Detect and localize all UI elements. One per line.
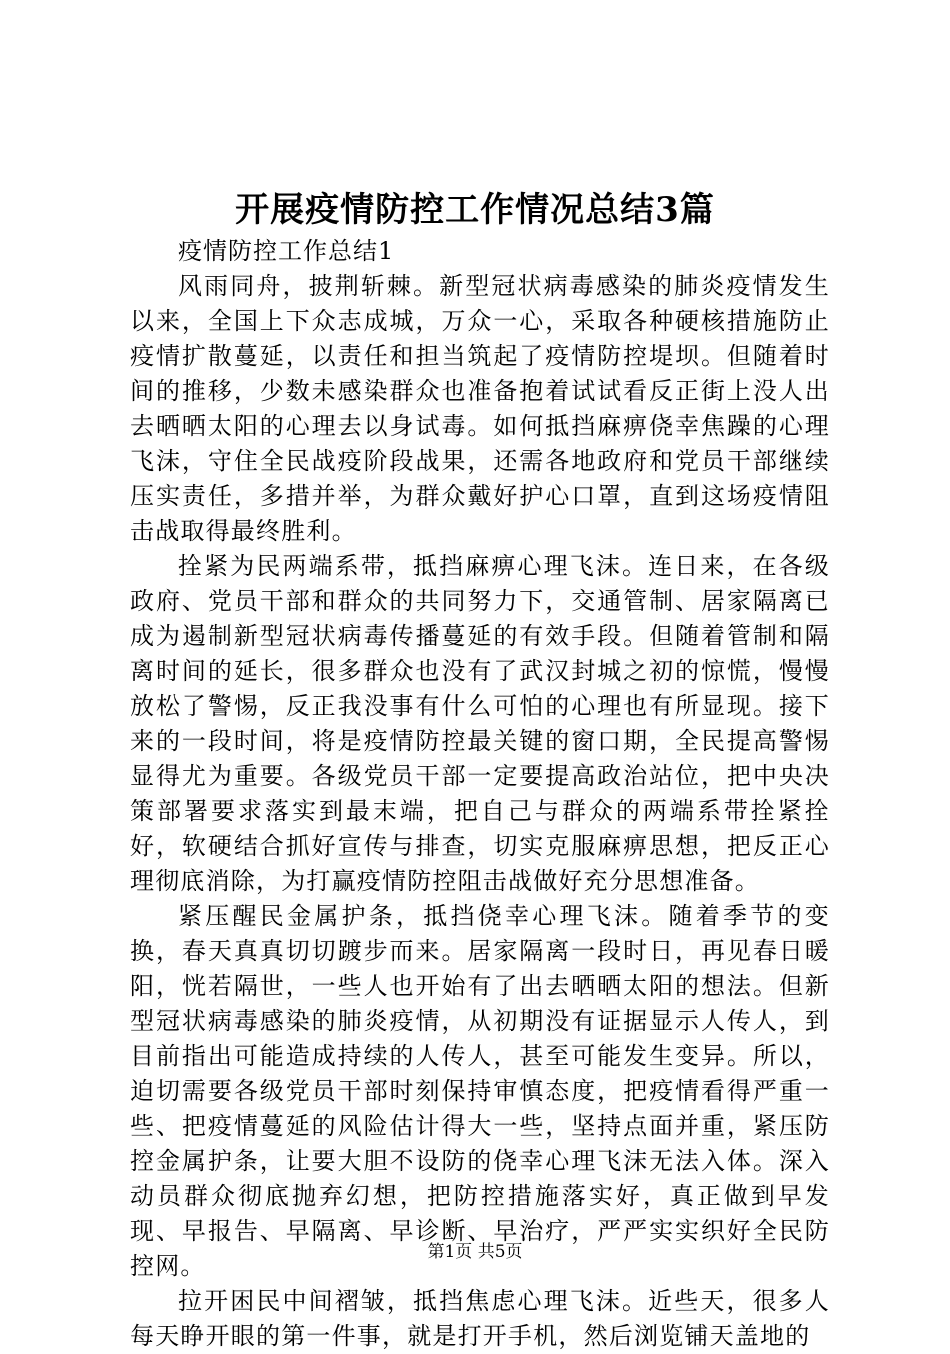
section-title: 疫情防控工作总结1	[178, 237, 395, 265]
paragraph-4: 拉开困民中间褶皱，抵挡焦虑心理飞沫。近些天，很多人每天睁开眼的第一件事，就是打开手机，然后浏览铺天盖地的	[130, 1287, 830, 1350]
document-body	[130, 234, 830, 1354]
paragraph-3: 紧压醒民金属护条，抵挡侥幸心理飞沫。随着季节的变换，春天真真切切踱步而来。居家隔离一段时日，再见春日暖阳，恍若隔世，一些人也开始有了出去晒晒太阳的想法。但新型冠状病毒感染的肺炎疫情，从初期没有证据显示人传人，到目前指出可能造成持续的人传人，甚至可能发生变异。所以，迫切需要各级党员干部时刻保持审慎态度，把疫情看得严重一些、把疫情蔓延的风险估计得大一些，坚持点面并重，紧压防控金属护条，让要大胆不设防的侥幸心理飞沫无法入体。深入动员群众彻底抛弃幻想，把防控措施落实好，真正做到早发现、早报告、早隔离、早诊断、早治疗，严严实实织好全民防控网。	[130, 902, 830, 1280]
paragraph-2: 拴紧为民两端系带，抵挡麻痹心理飞沫。连日来，在各级政府、党员干部和群众的共同努力下，交通管制、居家隔离已成为遏制新型冠状病毒传播蔓延的有效手段。但随着管制和隔离时间的延长，很多群众也没有了武汉封城之初的惊慌，慢慢放松了警惕，反正我没事有什么可怕的心理也有所显现。接下来的一段时间，将是疫情防控最关键的窗口期，全民提高警惕显得尤为重要。各级党员干部一定要提高政治站位，把中央决策部署要求落实到最末端，把自己与群众的两端系带拴紧拴好，软硬结合抓好宣传与排查，切实克服麻痹思想，把反正心理彻底消除，为打赢疫情防控阻击战做好充分思想准备。	[130, 552, 830, 895]
document-title: 开展疫情防控工作情况总结3篇	[235, 190, 715, 230]
page-footer: 第1页 共5页	[427, 1242, 523, 1262]
paragraph-1: 风雨同舟，披荆斩棘。新型冠状病毒感染的肺炎疫情发生以来，全国上下众志成城，万众一心，采取各种硬核措施防止疫情扩散蔓延，以责任和担当筑起了疫情防控堤坝。但随着时间的推移，少数未感染群众也准备抱着试试看反正街上没人出去晒晒太阳的心理去以身试毒。如何抵挡麻痹侥幸焦躁的心理飞沫，守住全民战疫阶段战果，还需各地政府和党员干部继续压实责任，多措并举，为群众戴好护心口罩，直到这场疫情阻击战取得最终胜利。	[130, 272, 830, 545]
